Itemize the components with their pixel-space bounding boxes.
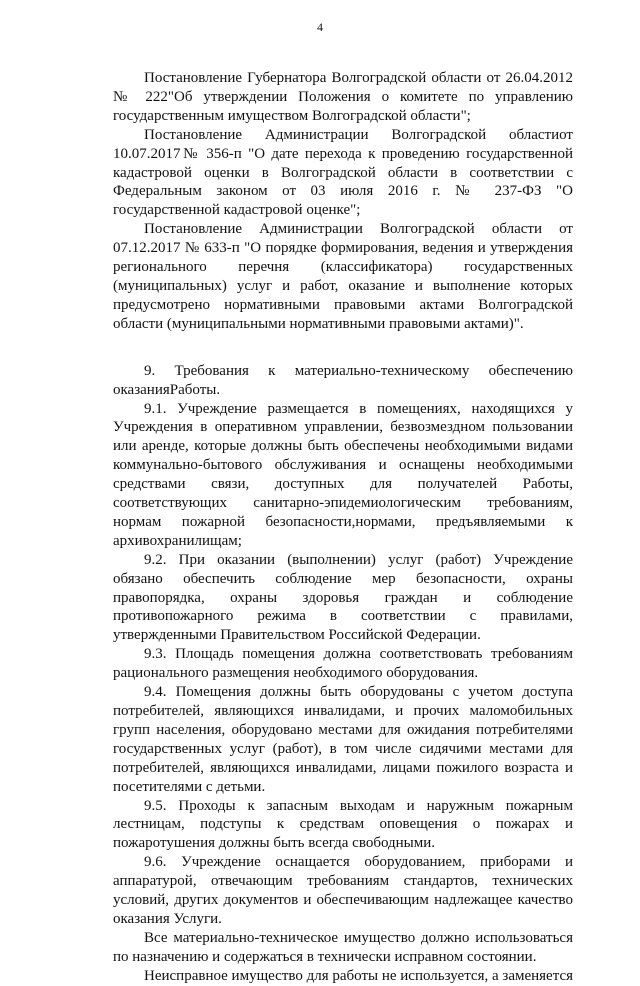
paragraph-9-5: 9.5. Проходы к запасным выходам и наружным пожарным лестницам, подступы к средствам оповещения о пожарах и пожаротушения должны быть всегда свободными.: [113, 797, 573, 852]
page-number: 4: [317, 20, 323, 34]
section-heading-9: 9. Требования к материально-техническому обеспечению оказанияРаботы.: [113, 362, 573, 398]
paragraph-9-4: 9.4. Помещения должны быть оборудованы с учетом доступа потребителей, являющихся инвалидами, и прочих маломобильных групп населения, оборудовано местами для ожидания потребителями государственных услуг (работ), в том числе сидячими местами для потребителей, являющихся инвалидами, лицами пожилого возраста и посетителями с детьми.: [113, 684, 573, 795]
paragraph-9-2: 9.2. При оказании (выполнении) услуг (работ) Учреждение обязано обеспечить соблюдение мер безопасности, охраны правопорядка, охраны здоровья граждан и соблюдение противопожарного режима в соответствии с правилами, утвержденными Правительством Российской Федерации.: [113, 551, 573, 644]
paragraph-administration-decree-356: Постановление Администрации Волгоградской областиот 10.07.2017№ 356-п "О дате перехода к проведению государственной кадастровой оценки в Волгоградской области в соответствии с Федеральным законом от 03 июля 2016 г. № 237-ФЗ "О государственной кадастровой оценке";: [113, 126, 573, 219]
paragraph-9-6: 9.6. Учреждение оснащается оборудованием, приборами и аппаратурой, отвечающим требованиям стандартов, технических условий, других документов и обеспечивающим надлежащее качество оказания Услуги.: [113, 854, 573, 927]
paragraph-9-3: 9.3. Площадь помещения должна соответствовать требованиям рационального размещения необходимого оборудования.: [113, 646, 573, 682]
paragraph-spacer: [113, 334, 573, 362]
paragraph-property-use: Все материально-техническое имущество должно использоваться по назначению и содержаться в технически исправном состоянии.: [113, 929, 573, 965]
paragraph-governor-decree: Постановление Губернатора Волгоградской области от 26.04.2012 № 222"Об утверждении Положения о комитете по управлению государственным имуществом Волгоградской области";: [113, 70, 573, 124]
paragraph-administration-decree-633: Постановление Администрации Волгоградской области от 07.12.2017 № 633-п "О порядке формирования, ведения и утверждения регионального перечня (классификатора) государственных (муниципальных) услуг и работ, оказание и выполнение которых предусмотрено нормативными правовыми актами Волгоградской области (муниципальными нормативными правовыми актами)".: [113, 221, 573, 332]
paragraph-9-1: 9.1. Учреждение размещается в помещениях, находящихся у Учреждения в оперативном управлении, безвозмездном пользовании или аренде, которые должны быть обеспечены необходимыми видами коммунально-бытового обслуживания и оснащены необходимыми средствами связи, доступных для получателей Работы, соответствующих санитарно-эпидемиологическим требованиям, нормам пожарной безопасности,нормами, предъявляемыми к архивохранилищам;: [113, 400, 573, 549]
document-body: [113, 69, 573, 986]
paragraph-faulty-property: Неисправное имущество для работы не используется, а заменяется: [144, 967, 574, 984]
